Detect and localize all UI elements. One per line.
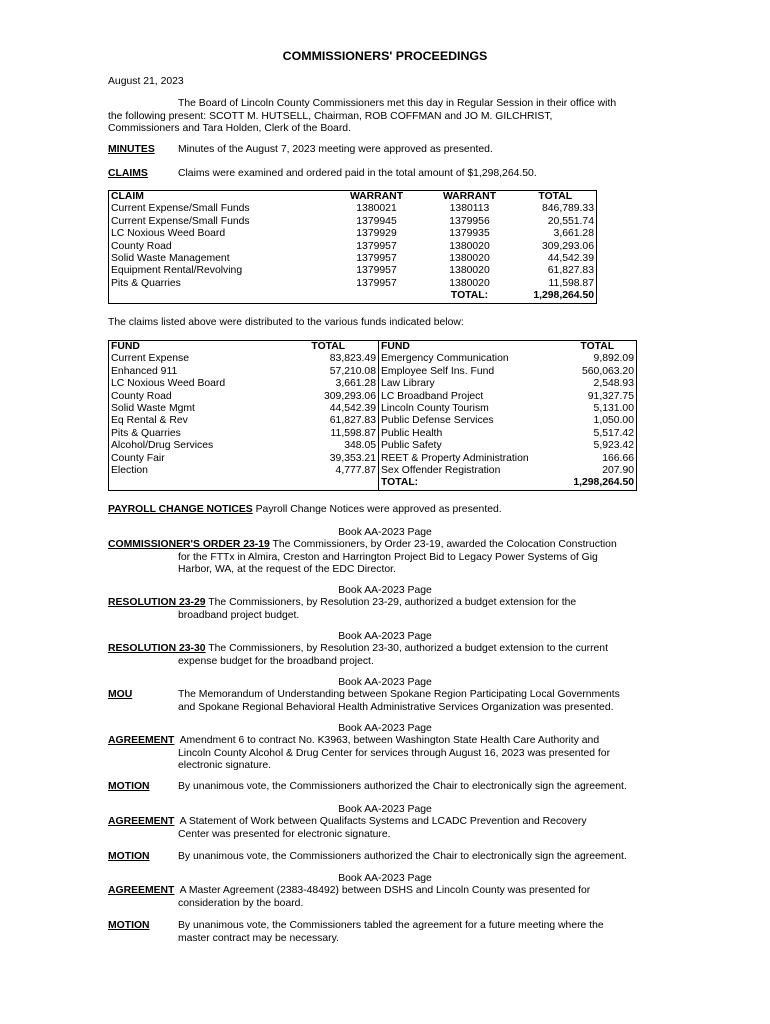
- minutes-label: MINUTES: [108, 144, 155, 155]
- claims-label: CLAIMS: [108, 168, 148, 179]
- funds-total-label: TOTAL:: [379, 477, 559, 490]
- table-cell: 9,892.09: [593, 353, 634, 365]
- funds-header: TOTAL: [311, 341, 346, 352]
- motion-3-label: MOTION: [108, 920, 150, 931]
- meeting-date: August 21, 2023: [108, 76, 184, 87]
- table-cell: Pits & Quarries: [111, 277, 181, 289]
- table-cell: 1380021: [356, 203, 397, 215]
- table-cell: 91,327.75: [587, 390, 634, 402]
- motion-2-text: By unanimous vote, the Commissioners authorized the Chair to electronically sign the agreement.: [178, 851, 627, 862]
- table-cell: 4,777.87: [335, 465, 376, 477]
- table-cell: Current Expense/Small Funds: [111, 215, 250, 227]
- table-row: [109, 415, 637, 427]
- table-row: [109, 428, 637, 440]
- order-text: Harbor, WA, at the request of the EDC Director.: [178, 564, 396, 575]
- claims-header-row: [109, 191, 597, 204]
- table-cell: LC Broadband Project: [379, 391, 559, 403]
- table-cell: 1379945: [356, 215, 397, 227]
- resolution-2330-text: The Commissioners, by Resolution 23-30, authorized a budget extension to the current: [205, 643, 608, 654]
- resolution-2329-text: The Commissioners, by Resolution 23-29, authorized a budget extension for the: [205, 597, 577, 608]
- mou-text: The Memorandum of Understanding between Spokane Region Participating Local Governments: [178, 689, 620, 700]
- table-cell: Employee Self Ins. Fund: [379, 366, 559, 378]
- resolution-2330-section: [108, 643, 688, 668]
- table-cell: 11,598.87: [330, 427, 376, 439]
- agreement-2-text: A Statement of Work between Qualifacts Systems and LCADC Prevention and Recovery: [174, 816, 587, 827]
- resolution-2329-label: RESOLUTION 23-29: [108, 597, 206, 608]
- table-cell: 83,823.49: [329, 353, 376, 365]
- table-cell: 1,050.00: [593, 415, 634, 427]
- table-cell: Eq Rental & Rev: [111, 415, 188, 427]
- funds-intro: The claims listed above were distributed to the various funds indicated below:: [108, 317, 464, 328]
- motion-1-label: MOTION: [108, 781, 150, 792]
- book-reference: Book AA-2023 Page: [338, 873, 432, 884]
- table-row: [109, 253, 597, 265]
- table-cell: County Fair: [111, 452, 165, 464]
- table-cell: 1380020: [449, 277, 490, 289]
- table-cell: 1380113: [449, 203, 490, 215]
- table-cell: Equipment Rental/Revolving: [111, 265, 243, 277]
- page-title: COMMISSIONERS' PROCEEDINGS: [282, 49, 488, 63]
- table-cell: 3,661.28: [553, 228, 594, 240]
- funds-header-row: [109, 341, 637, 354]
- table-row: [109, 265, 597, 277]
- order-section: [108, 539, 708, 577]
- intro-paragraph: [108, 98, 688, 136]
- payroll-text: Payroll Change Notices were approved as presented.: [252, 504, 502, 515]
- claims-header: CLAIM: [111, 191, 144, 202]
- table-cell: 1380020: [449, 265, 490, 277]
- table-cell: County Road: [111, 390, 172, 402]
- mou-section: [108, 689, 708, 714]
- table-cell: 57,210.08: [329, 365, 376, 377]
- table-cell: 44,542.39: [329, 403, 376, 415]
- claims-total-row: [109, 290, 597, 303]
- table-cell: 5,923.42: [593, 440, 634, 452]
- table-cell: 61,827.83: [547, 265, 594, 277]
- motion-2-label: MOTION: [108, 851, 150, 862]
- table-row: [109, 366, 637, 378]
- agreement-3-text: consideration by the board.: [178, 897, 304, 909]
- table-cell: 44,542.39: [547, 253, 594, 265]
- table-cell: 846,789.33: [541, 203, 594, 215]
- table-row: [109, 465, 637, 477]
- table-cell: Lincoln County Tourism: [379, 403, 559, 415]
- intro-line: Commissioners and Tara Holden, Clerk of the Board.: [108, 123, 351, 134]
- book-reference: Book AA-2023 Page: [338, 585, 432, 596]
- table-cell: 348.05: [344, 440, 376, 452]
- resolution-2329-section: [108, 597, 688, 622]
- table-cell: 39,353.21: [329, 452, 376, 464]
- table-cell: 1380020: [449, 253, 490, 265]
- table-cell: Public Defense Services: [379, 415, 559, 427]
- table-cell: 1379957: [356, 240, 397, 252]
- table-cell: Solid Waste Mgmt: [111, 403, 195, 415]
- funds-table: [108, 340, 637, 491]
- table-cell: Alcohol/Drug Services: [111, 440, 214, 452]
- book-reference: Book AA-2023 Page: [338, 527, 432, 538]
- motion-3-text: master contract may be necessary.: [178, 932, 339, 944]
- agreement-1-label: AGREEMENT: [108, 735, 175, 746]
- claims-total-label: TOTAL:: [450, 290, 489, 302]
- agreement-1-text: Lincoln County Alcohol & Drug Center for services through August 16, 2023 was presented for: [178, 747, 611, 759]
- claims-header: WARRANT: [442, 191, 497, 202]
- table-row: [109, 203, 597, 215]
- book-reference: Book AA-2023 Page: [338, 631, 432, 642]
- table-row: [109, 440, 637, 452]
- table-cell: Sex Offender Registration: [379, 465, 559, 477]
- funds-header: FUND: [111, 341, 140, 352]
- table-row: [109, 403, 637, 415]
- table-row: [109, 216, 597, 228]
- agreement-3-text: A Master Agreement (2383-48492) between DSHS and Lincoln County was presented for: [174, 885, 591, 896]
- order-label: COMMISSIONER'S ORDER 23-19: [108, 539, 270, 550]
- table-cell: Enhanced 911: [111, 365, 178, 377]
- table-cell: Election: [111, 465, 148, 477]
- table-cell: 5,131.00: [593, 403, 634, 415]
- agreement-3-section: [108, 885, 688, 910]
- table-row: [109, 353, 637, 365]
- motion-3-section: [108, 920, 728, 945]
- agreement-2-text: Center was presented for electronic signature.: [178, 828, 391, 840]
- resolution-2330-text: expense budget for the broadband project.: [178, 655, 374, 667]
- table-cell: Solid Waste Management: [111, 253, 230, 265]
- agreement-1-text: electronic signature.: [178, 760, 271, 771]
- table-cell: 309,293.06: [323, 390, 376, 402]
- table-row: [109, 391, 637, 403]
- mou-text: and Spokane Regional Behavioral Health Administrative Services Organization was presented.: [178, 701, 614, 713]
- order-text: The Commissioners, by Order 23-19, awarded the Colocation Construction: [269, 539, 617, 550]
- mou-label: MOU: [108, 689, 133, 700]
- funds-header: TOTAL: [580, 341, 615, 352]
- agreement-2-label: AGREEMENT: [108, 816, 175, 827]
- table-cell: Public Safety: [379, 440, 559, 452]
- funds-total-value: 1,298,264.50: [573, 477, 634, 489]
- table-cell: 20,551.74: [547, 215, 594, 227]
- agreement-2-section: [108, 816, 688, 841]
- table-cell: Emergency Communication: [379, 353, 559, 365]
- table-cell: 1380020: [449, 240, 490, 252]
- book-reference: Book AA-2023 Page: [338, 723, 432, 734]
- book-reference: Book AA-2023 Page: [338, 677, 432, 688]
- funds-header: FUND: [379, 341, 559, 354]
- motion-1-text: By unanimous vote, the Commissioners authorized the Chair to electronically sign the agreement.: [178, 781, 627, 792]
- table-cell: 560,063.20: [581, 365, 634, 377]
- funds-total-row: [109, 477, 637, 490]
- table-cell: Public Health: [379, 428, 559, 440]
- table-cell: Law Library: [379, 378, 559, 390]
- table-row: [109, 278, 597, 290]
- table-cell: 1379929: [356, 228, 397, 240]
- minutes-text: Minutes of the August 7, 2023 meeting were approved as presented.: [178, 144, 493, 155]
- table-cell: 2,548.93: [593, 378, 634, 390]
- intro-line: the following present: SCOTT M. HUTSELL, Chairman, ROB COFFMAN and JO M. GILCHRIST,: [108, 110, 553, 122]
- table-row: [109, 378, 637, 390]
- table-cell: 61,827.83: [329, 415, 376, 427]
- resolution-2330-label: RESOLUTION 23-30: [108, 643, 206, 654]
- claims-total-value: 1,298,264.50: [533, 290, 594, 302]
- resolution-2329-text: broadband project budget.: [178, 609, 300, 621]
- table-cell: Pits & Quarries: [111, 427, 181, 439]
- claims-header: TOTAL: [538, 191, 573, 202]
- table-cell: 309,293.06: [541, 240, 594, 252]
- table-cell: 1379957: [356, 265, 397, 277]
- payroll-section: [108, 504, 708, 517]
- table-cell: LC Noxious Weed Board: [111, 228, 226, 240]
- agreement-1-section: [108, 735, 688, 773]
- claims-text: Claims were examined and ordered paid in the total amount of $1,298,264.50.: [178, 168, 537, 179]
- table-cell: 5,517.42: [593, 427, 634, 439]
- table-row: [109, 228, 597, 240]
- claims-table: [108, 190, 597, 304]
- table-cell: 166.66: [602, 452, 634, 464]
- order-text: for the FTTx in Almira, Creston and Harrington Project Bid to Legacy Power Systems of Gig: [178, 551, 598, 563]
- agreement-1-text: Amendment 6 to contract No. K3963, between Washington State Health Care Authority and: [174, 735, 600, 746]
- intro-line: The Board of Lincoln County Commissioners met this day in Regular Session in their office with: [178, 98, 617, 109]
- table-row: [109, 453, 637, 465]
- payroll-label: PAYROLL CHANGE NOTICES: [108, 504, 253, 515]
- table-cell: County Road: [111, 240, 172, 252]
- table-cell: 207.90: [602, 465, 634, 477]
- table-cell: 1379935: [449, 228, 490, 240]
- table-cell: 11,598.87: [548, 277, 594, 289]
- table-cell: Current Expense: [111, 353, 189, 365]
- book-reference: Book AA-2023 Page: [338, 804, 432, 815]
- table-cell: REET & Property Administration: [379, 453, 559, 465]
- claims-header: WARRANT: [349, 191, 404, 202]
- table-cell: LC Noxious Weed Board: [111, 378, 226, 390]
- table-cell: 3,661.28: [335, 378, 376, 390]
- table-row: [109, 241, 597, 253]
- table-cell: 1379957: [356, 277, 397, 289]
- table-cell: 1379957: [356, 253, 397, 265]
- motion-3-text: By unanimous vote, the Commissioners tabled the agreement for a future meeting where the: [178, 920, 604, 931]
- table-cell: Current Expense/Small Funds: [111, 203, 250, 215]
- table-cell: 1379956: [449, 215, 490, 227]
- agreement-3-label: AGREEMENT: [108, 885, 175, 896]
